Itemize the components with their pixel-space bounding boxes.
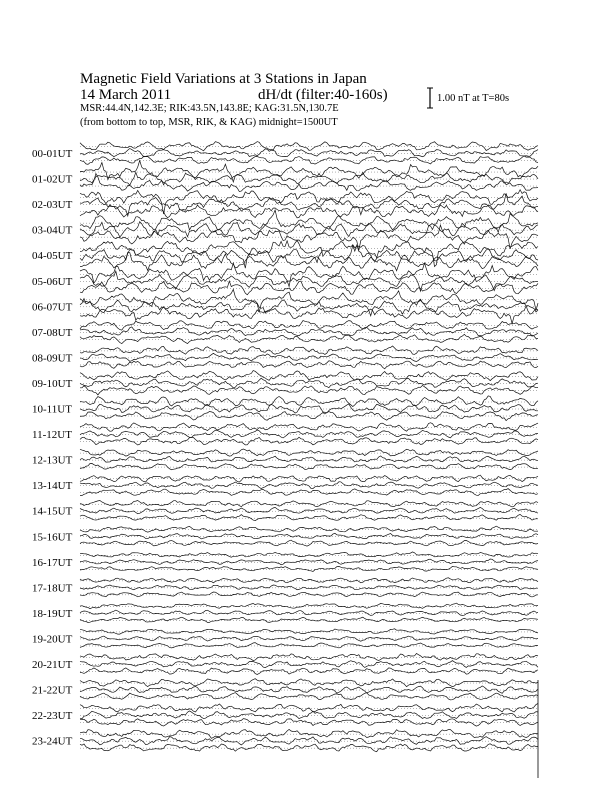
- trace-kag: [80, 289, 538, 312]
- trace-rik: [80, 353, 538, 361]
- row-label: 09-10UT: [32, 377, 73, 390]
- trace-kag: [80, 704, 538, 713]
- trace-rik: [80, 737, 538, 745]
- hour-row: [32, 475, 538, 495]
- trace-msr: [80, 437, 538, 445]
- row-label: 20-21UT: [32, 659, 73, 671]
- trace-msr: [80, 252, 538, 270]
- trace-rik: [80, 559, 538, 565]
- hour-row: [32, 729, 538, 751]
- hour-row: [32, 679, 538, 700]
- hour-row: [32, 190, 538, 218]
- station-coordinates: MSR:44.4N,142.3E; RIK:43.5N,143.8E; KAG:31.5N,130.7E: [80, 103, 339, 114]
- trace-rik: [80, 172, 538, 185]
- trace-msr: [80, 463, 538, 469]
- hour-row: [32, 321, 538, 344]
- trace-rik: [80, 711, 538, 719]
- trace-rik: [80, 149, 538, 157]
- trace-rik: [80, 661, 538, 668]
- trace-msr: [80, 156, 538, 165]
- trace-msr: [80, 744, 538, 752]
- hour-row: [32, 603, 538, 622]
- hour-row: [32, 289, 538, 323]
- trace-msr: [80, 385, 538, 395]
- row-label: 07-08UT: [32, 326, 73, 339]
- trace-kag: [80, 552, 538, 557]
- trace-rik: [80, 686, 538, 693]
- trace-kag: [80, 190, 538, 214]
- row-label: 04-05UT: [32, 250, 73, 263]
- hour-row: [32, 552, 538, 572]
- trace-kag: [80, 603, 538, 609]
- trace-rik: [80, 636, 538, 641]
- row-label: 12-13UT: [32, 454, 73, 467]
- scale-bar: [427, 88, 433, 108]
- hour-row: [32, 449, 538, 470]
- trace-msr: [80, 489, 538, 496]
- hour-row: [32, 629, 538, 648]
- trace-msr: [80, 334, 538, 343]
- trace-kag: [80, 371, 538, 381]
- hour-row: [32, 142, 538, 165]
- trace-msr: [80, 281, 538, 295]
- row-label: 08-09UT: [32, 352, 73, 365]
- trace-kag: [80, 423, 538, 432]
- trace-kag: [80, 142, 538, 151]
- trace-rik: [80, 533, 538, 539]
- chart-measure: dH/dt (filter:40-160s): [258, 87, 388, 103]
- trace-msr: [80, 540, 538, 546]
- hour-row: [32, 501, 538, 521]
- trace-kag: [80, 501, 538, 507]
- trace-msr: [80, 592, 538, 597]
- trace-msr: [80, 643, 538, 648]
- trace-rik: [80, 507, 538, 513]
- trace-kag: [80, 729, 538, 738]
- hour-row: [32, 263, 538, 295]
- scale-bar-label: 1.00 nT at T=80s: [437, 93, 510, 104]
- hour-row: [32, 704, 538, 727]
- trace-kag: [80, 449, 538, 456]
- chart-date: 14 March 2011: [80, 87, 172, 103]
- hour-rows: [32, 142, 538, 778]
- trace-msr: [80, 617, 538, 622]
- trace-msr: [80, 668, 538, 675]
- hour-row: [32, 526, 538, 546]
- chart-title: Magnetic Field Variations at 3 Stations in Japan: [80, 71, 367, 87]
- trace-msr: [80, 174, 538, 192]
- row-label: 19-20UT: [32, 633, 73, 646]
- row-label: 05-06UT: [32, 275, 73, 288]
- hour-row: [32, 578, 538, 597]
- row-label: 22-23UT: [32, 710, 73, 723]
- trace-msr: [80, 693, 538, 700]
- trace-kag: [80, 654, 538, 661]
- row-label: 16-17UT: [32, 556, 73, 569]
- trace-kag: [80, 346, 538, 354]
- trace-rik: [80, 299, 538, 316]
- trace-kag: [80, 526, 538, 532]
- row-label: 06-07UT: [32, 301, 73, 314]
- trace-msr: [80, 719, 538, 727]
- trace-kag: [80, 161, 538, 183]
- trace-rik: [80, 482, 538, 489]
- hour-row: [32, 161, 538, 192]
- row-label: 13-14UT: [32, 480, 73, 493]
- hour-row: [32, 396, 538, 421]
- trace-order-note: (from bottom to top, MSR, RIK, & KAG) midnight=1500UT: [80, 117, 338, 128]
- row-label: 11-12UT: [32, 429, 72, 442]
- hour-row: [32, 240, 538, 270]
- row-label: 10-11UT: [32, 403, 72, 416]
- row-label: 18-19UT: [32, 607, 73, 620]
- row-label: 14-15UT: [32, 505, 73, 518]
- trace-rik: [80, 404, 538, 413]
- hour-row: [32, 371, 538, 395]
- trace-msr: [80, 514, 538, 520]
- row-label: 01-02UT: [32, 173, 73, 186]
- row-label: 15-16UT: [32, 531, 73, 544]
- trace-kag: [80, 396, 538, 407]
- trace-rik: [80, 456, 538, 462]
- trace-kag: [80, 578, 538, 583]
- trace-kag: [80, 263, 538, 287]
- trace-rik: [80, 610, 538, 615]
- row-label: 23-24UT: [32, 735, 73, 748]
- hour-row: [32, 654, 538, 675]
- trace-kag: [80, 629, 538, 634]
- row-label: 03-04UT: [32, 224, 73, 237]
- trace-rik: [80, 585, 538, 590]
- trace-rik: [80, 327, 538, 336]
- row-label: 21-22UT: [32, 684, 73, 697]
- hour-row: [32, 423, 538, 445]
- row-label: 17-18UT: [32, 582, 73, 595]
- trace-rik: [80, 430, 538, 438]
- trace-kag: [80, 679, 538, 687]
- row-label: 00-01UT: [32, 148, 73, 160]
- hour-row: [32, 346, 538, 369]
- trace-msr: [80, 566, 538, 571]
- row-label: 02-03UT: [32, 199, 73, 212]
